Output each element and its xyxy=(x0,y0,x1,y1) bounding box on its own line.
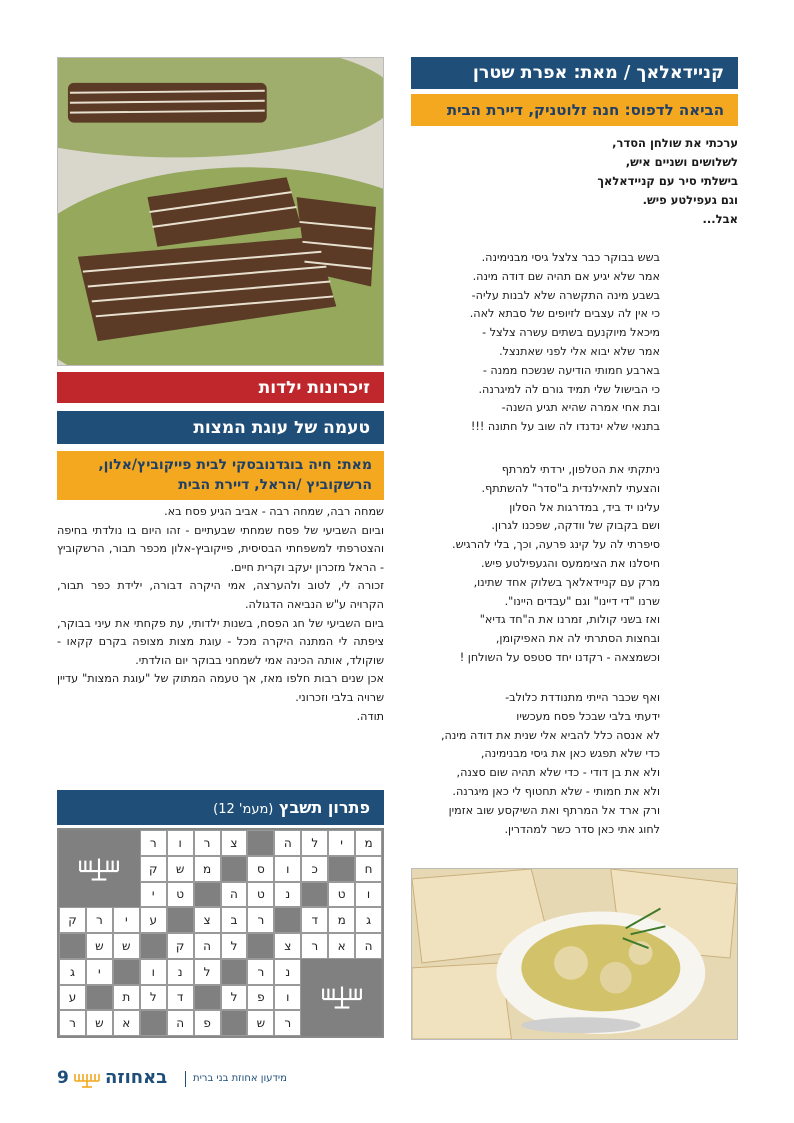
crossword-cell: מ xyxy=(328,907,355,933)
crossword-cell: ל xyxy=(301,830,328,856)
crossword-cell: ט xyxy=(247,882,274,908)
crossword-cell: ד xyxy=(301,907,328,933)
crossword-black-cell xyxy=(247,933,274,959)
crossword-cell: צ xyxy=(221,830,248,856)
article2-body: שמחה רבה, שמחה רבה - אביב הגיע פסח בא. וביום השביעי של פסח שמחתי שבעתיים - זהו היום בו נולדתי בחיפה והצטרפתי למשפחתי הבסיסית, פייקוביץ-אלון מכפר תבור, הרשקוביץ - הראל מזכרון יעקב וקרית חיים. זכורה לי, לטוב ולהערצה, אמי היקרה דבורה, ילידת כפר תבור, הקרויה ע"ש הנביאה הדגולה. ביום השביעי של חג הפסח, בשנות ילדותי, עת פקחתי את עיני בבוקר, ציפתה לי המתנה היקרה מכל - עוגת מצות מצופה בקרם קקאו - שוקולד, אותה הכינה אמי לשמחני בבוקר יום הולדתי. אכן שנים רבות חלפו מאז, אך טעמה המתוק של "עוגת המצות" עדיין שרויה בלבי וזכרוני. תודה. xyxy=(57,505,384,723)
crossword-cell: א xyxy=(328,933,355,959)
crossword-cell: ו xyxy=(355,882,382,908)
crossword-cell: ר xyxy=(274,1010,301,1036)
crossword-cell: ר xyxy=(301,933,328,959)
crossword-cell: ש xyxy=(86,933,113,959)
crossword-black-cell xyxy=(140,1010,167,1036)
crossword-cell: ר xyxy=(194,830,221,856)
footer-tagline: מידעון אחוזת בני ברית xyxy=(193,1073,287,1084)
crossword-black-cell xyxy=(221,1010,248,1036)
crossword-black-cell xyxy=(167,907,194,933)
crossword-cell: ש xyxy=(247,1010,274,1036)
crossword-cell: ג xyxy=(59,959,86,985)
crossword-cell: ש xyxy=(167,856,194,882)
crossword-cell: ג xyxy=(355,907,382,933)
crossword-cell: ר xyxy=(247,907,274,933)
crossword-cell: ו xyxy=(140,959,167,985)
crossword-cell: ע xyxy=(59,985,86,1011)
crossword-black-cell xyxy=(194,882,221,908)
crossword-cell: ו xyxy=(274,985,301,1011)
poem-stanza-2: ניתקתי את הטלפון, ירדתי למרתף והצעתי לתאילנדית ב"סדר" להשתתף. עלינו יד ביד, במדרגות אל הסלון ושם בקבוק של וודקה, שפכנו לגרון. סיפרתי לה על קינג פרעה, וכך, בלי להרגיש. חיסלנו את הציממעס והגעפילטע פיש. מרק עם קניידאלאך בשלוק אחד שתינו, שרנו "די דיינו" וגם "עבדים היינו". ואז בשני קולות, זמרנו את ה"חד גדיא" ובחצות הסתרתי לה את האפיקומן, וכשמצאה - רקדנו יחד סטפס על השולחן ! xyxy=(452,463,660,664)
matzah-ball-soup-photo xyxy=(411,868,738,1040)
crossword-cell: פ xyxy=(247,985,274,1011)
crossword-cell: ס xyxy=(247,856,274,882)
crossword-cell: ל xyxy=(194,959,221,985)
crossword-cell: ר xyxy=(140,830,167,856)
footer xyxy=(57,1068,347,1094)
crossword-cell: ו xyxy=(167,830,194,856)
crossword-cell: ת xyxy=(113,985,140,1011)
crossword-cell: כ xyxy=(301,856,328,882)
article2-byline: מאת: חיה בוגדנובסקי לבית פייקוביץ/אלון, הרשקוביץ /הראל, דיירת הבית xyxy=(57,451,384,500)
section-title: זיכרונות ילדות xyxy=(57,372,384,403)
poem-stanza-3: ואף שכבר הייתי מתנודדת כלולב- ידעתי בלבי שבכל פסח מעכשיו לא אנסה כלל להביא אלי שנית את דודה מינה, כדי שלא תפגש כאן את גיסי מבנימינה, ולא את בן דודי - כדי שלא תהיה שום סצנה, ולא את חמותי - שלא תחטוף לי כאן מיגרנה. ורק ארד אל המרתף ואת השיקסע שוב אזמין לחוג אתי כאן סדר כשר למהדרין. xyxy=(440,691,660,836)
crossword-cell: ר xyxy=(86,907,113,933)
crossword-cell: ל xyxy=(140,985,167,1011)
crossword-cell: ש xyxy=(86,1010,113,1036)
crossword-cell: ד xyxy=(167,985,194,1011)
crossword-black-cell xyxy=(301,882,328,908)
poem-stanza-1: בשש בבוקר כבר צלצל גיסי מבנימינה. אמר שלא יגיע אם תהיה שם דודה מינה. בשבע מינה התקשרה שלא לבנות עליה- כי אין לה עצבים לזיופים של סבתא לאה. מיכאל מיוקנעם בשתים עשרה צלצל - אמר שלא יבוא אלי לפני שאתנצל. בארבע חמותי הודיעה שנשכח ממנה - כי הבישול שלי תמיד גורם לה למיגרנה. ובת אחי אמרה שהיא תגיע השנה- בתנאי שלא ינדנדו לה שוב על חתונה !!! xyxy=(469,251,660,434)
crossword-cell: מ xyxy=(194,856,221,882)
poem-intro: ערכתי את שולחן הסדר, לשלושים ושניים איש, בישלתי סיר עם קניידאלאך וגם געפילטע פיש. אבל... xyxy=(597,136,738,226)
crossword-cell: נ xyxy=(167,959,194,985)
crossword-cell: ש xyxy=(113,933,140,959)
crossword-cell: ע xyxy=(140,907,167,933)
crossword-black-cell xyxy=(194,985,221,1011)
footer-divider xyxy=(185,1071,186,1087)
crossword-black-cell xyxy=(86,985,113,1011)
crossword-cell: צ xyxy=(274,933,301,959)
crossword-cell: ו xyxy=(274,856,301,882)
article-subtitle: הביאה לדפוס: חנה זלוטניק, דיירת הבית xyxy=(411,94,738,126)
crossword-cell: י xyxy=(328,830,355,856)
crossword-cell: י xyxy=(140,882,167,908)
crossword-black-cell xyxy=(247,830,274,856)
crossword-black-cell xyxy=(140,933,167,959)
crossword-cell: מ xyxy=(355,830,382,856)
article2-title: טעמה של עוגת המצות xyxy=(57,411,384,444)
crossword-black-cell xyxy=(59,933,86,959)
crossword-cell: ה xyxy=(355,933,382,959)
menorah-icon xyxy=(59,830,140,907)
crossword-cell: ק xyxy=(167,933,194,959)
crossword-cell: ט xyxy=(328,882,355,908)
crossword-cell: ר xyxy=(247,959,274,985)
crossword-cell: י xyxy=(113,907,140,933)
puzzle-title: פתרון תשבץ (מעמ' 12) xyxy=(57,790,384,825)
crossword-cell: ק xyxy=(59,907,86,933)
crossword-cell: פ xyxy=(194,1010,221,1036)
menorah-icon xyxy=(301,959,382,1036)
crossword-cell: צ xyxy=(194,907,221,933)
crossword-black-cell xyxy=(113,959,140,985)
crossword-cell: נ xyxy=(274,959,301,985)
crossword-cell: א xyxy=(113,1010,140,1036)
crossword-black-cell xyxy=(221,856,248,882)
matzah-cake-photo xyxy=(57,57,384,366)
crossword-black-cell xyxy=(274,907,301,933)
crossword-cell: ב xyxy=(221,907,248,933)
article-title: קניידאלאך / מאת: אפרת שטרן xyxy=(411,57,738,89)
page-number: 9 xyxy=(57,1068,69,1088)
crossword-cell: ה xyxy=(167,1010,194,1036)
crossword-cell: ל xyxy=(221,933,248,959)
crossword-black-cell xyxy=(221,959,248,985)
crossword-cell: ח xyxy=(355,856,382,882)
crossword-cell: ט xyxy=(167,882,194,908)
crossword-grid xyxy=(57,828,384,1038)
crossword-cell: נ xyxy=(274,882,301,908)
crossword-cell: י xyxy=(86,959,113,985)
crossword-cell: ה xyxy=(274,830,301,856)
crossword-cell: ק xyxy=(140,856,167,882)
crossword-cell: ר xyxy=(59,1010,86,1036)
crossword-black-cell xyxy=(328,856,355,882)
footer-logo: באחוזה xyxy=(105,1067,168,1088)
crossword-cell: ל xyxy=(221,985,248,1011)
crossword-cell: ה xyxy=(221,882,248,908)
menorah-icon xyxy=(73,1072,101,1088)
crossword-cell: ה xyxy=(194,933,221,959)
